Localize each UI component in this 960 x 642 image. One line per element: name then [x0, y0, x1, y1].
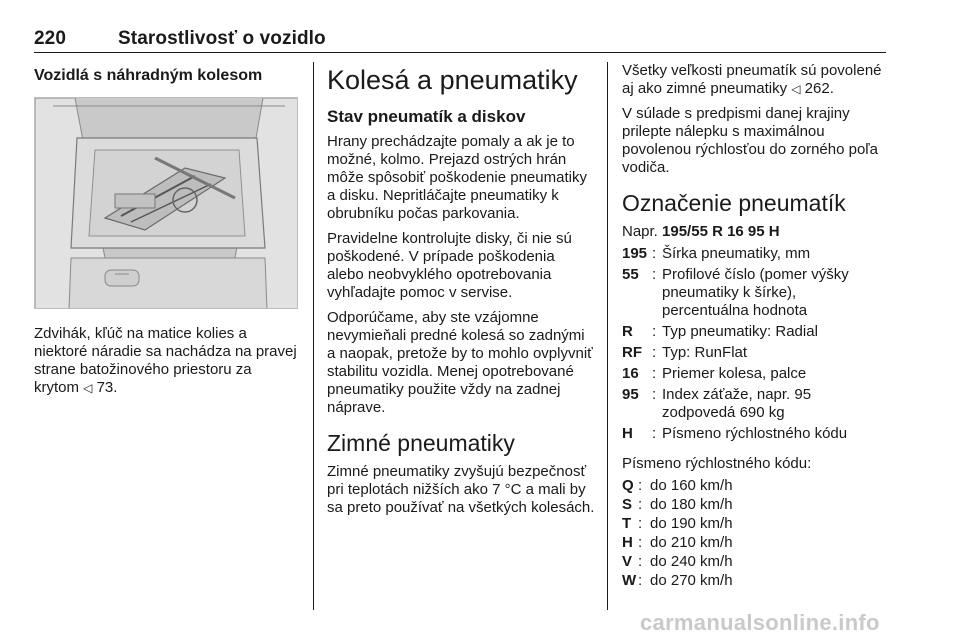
- list-item: [622, 245, 884, 263]
- page-ref-arrow-icon: ◁: [83, 381, 93, 395]
- spec-separator: :: [638, 477, 643, 494]
- list-item: [622, 515, 884, 533]
- list-item: [622, 365, 884, 383]
- paragraph-speed-sticker: V súlade s predpismi danej krajiny prilepte nálepku s maximálnou povolenou rýchlosťou do zorného poľa vodiča.: [622, 105, 879, 176]
- column-3: [622, 62, 884, 591]
- list-item: [622, 386, 884, 422]
- list-item: [622, 534, 884, 552]
- speed-key: V: [622, 553, 633, 570]
- spec-separator: :: [652, 323, 657, 340]
- spec-value: Profilové číslo (pomer výšky pneumatiky k šírke), percentuálna hodnota: [662, 266, 849, 319]
- column-2: [327, 62, 595, 524]
- speed-code-list: [622, 477, 884, 590]
- spec-key: R: [622, 323, 633, 340]
- winter-sizes-text: Všetky veľkosti pneumatík sú povolené aj ako zimné pneumatiky: [622, 62, 882, 97]
- speed-key: W: [622, 572, 637, 589]
- chapter-title: Starostlivosť o vozidlo: [118, 28, 326, 49]
- spec-separator: :: [638, 553, 643, 570]
- section-heading-winter-tyres: Zimné pneumatiky: [327, 430, 515, 456]
- speed-key: H: [622, 534, 633, 551]
- page-ref-arrow-icon: ◁: [791, 82, 801, 96]
- speed-value: do 240 km/h: [650, 553, 733, 570]
- paragraph-rotation: Odporúčame, aby ste vzájomne nevymieňali predné kolesá so zadnými a naopak, pretože by to mohlo ovplyvniť stabilitu vozidla. Menej opotrebované pneumatiky použite vždy na zadnej náprave.: [327, 309, 593, 416]
- spec-value: Typ: RunFlat: [662, 344, 748, 361]
- subheading-tyre-condition: Stav pneumatík a diskov: [327, 107, 526, 126]
- spec-separator: :: [638, 534, 643, 551]
- site-watermark: carmanualsonline.info: [640, 610, 880, 635]
- winter-sizes-page-ref[interactable]: 262.: [804, 80, 834, 97]
- spec-key: 95: [622, 386, 639, 403]
- spare-wheel-jack-illustration: [34, 97, 298, 309]
- caption-text: Zdvihák, kľúč na matice kolies a niektoré náradie sa nachádza na pravej strane batožinového priestoru za krytom: [34, 325, 297, 396]
- section-heading-wheels-tyres: Kolesá a pneumatiky: [327, 65, 578, 95]
- designation-list: [622, 245, 884, 443]
- speed-key: S: [622, 496, 633, 513]
- list-item: [622, 572, 884, 590]
- example-prefix: Napr.: [622, 223, 658, 240]
- spec-value: Typ pneumatiky: Radial: [662, 323, 818, 340]
- list-item: [622, 496, 884, 514]
- spec-key: 55: [622, 266, 639, 283]
- header-rule: [34, 52, 886, 53]
- trunk-illustration-svg: [35, 98, 298, 309]
- paragraph-edges: Hrany prechádzajte pomaly a ak je to možné, kolmo. Prejazd ostrých hrán môže spôsobiť poškodenie pneumatiky a disku. Nepritláčajte pneumatiky k obrubníku počas parkovania.: [327, 133, 587, 222]
- spec-separator: :: [638, 496, 643, 513]
- speed-value: do 190 km/h: [650, 515, 733, 532]
- spec-key: 195: [622, 245, 648, 262]
- speed-code-heading: Písmeno rýchlostného kódu:: [622, 455, 812, 472]
- paragraph-winter: Zimné pneumatiky zvyšujú bezpečnosť pri teplotách nižších ako 7 °C a mali by sa preto používať na všetkých kolesách.: [327, 463, 595, 516]
- page-number: 220: [34, 28, 67, 49]
- example-line: [622, 223, 884, 241]
- illustration-caption: [34, 325, 298, 397]
- column-separator-2: [607, 62, 608, 610]
- speed-value: do 210 km/h: [650, 534, 733, 551]
- spec-value: Šírka pneumatiky, mm: [662, 245, 811, 262]
- spec-separator: :: [638, 515, 643, 532]
- list-item: [622, 323, 884, 341]
- spec-separator: :: [638, 572, 643, 589]
- list-item: [622, 266, 884, 320]
- speed-value: do 270 km/h: [650, 572, 733, 589]
- spec-key: 16: [622, 365, 639, 382]
- speed-key: T: [622, 515, 632, 532]
- section-heading-spare-wheel: Vozidlá s náhradným kolesom: [34, 67, 263, 84]
- spec-separator: :: [652, 386, 657, 403]
- spec-separator: :: [652, 425, 657, 442]
- paragraph-inspection: Pravidelne kontrolujte disky, či nie sú poškodené. V prípade poškodenia alebo neobvyklého opotrebovania vyhľadajte pomoc v servise.: [327, 230, 572, 301]
- list-item: [622, 553, 884, 571]
- example-code: 195/55 R 16 95 H: [662, 223, 780, 240]
- spec-separator: :: [652, 365, 657, 382]
- speed-key: Q: [622, 477, 634, 494]
- page-header: [34, 28, 884, 50]
- list-item: [622, 344, 884, 362]
- spec-value: Priemer kolesa, palce: [662, 365, 807, 382]
- column-1: [34, 62, 298, 397]
- speed-value: do 180 km/h: [650, 496, 733, 513]
- speed-value: do 160 km/h: [650, 477, 733, 494]
- list-item: [622, 425, 884, 443]
- column-separator-1: [313, 62, 314, 610]
- spec-value: Písmeno rýchlostného kódu: [662, 425, 848, 442]
- spec-value: Index záťaže, napr. 95 zodpovedá 690 kg: [662, 386, 812, 421]
- paragraph-winter-sizes: [622, 62, 884, 98]
- spec-separator: :: [652, 245, 657, 262]
- list-item: [622, 477, 884, 495]
- spec-separator: :: [652, 266, 657, 283]
- section-heading-tyre-designation: Označenie pneumatík: [622, 190, 846, 216]
- spec-key: RF: [622, 344, 642, 361]
- spec-key: H: [622, 425, 633, 442]
- caption-page-ref[interactable]: 73.: [96, 379, 118, 396]
- spec-separator: :: [652, 344, 657, 361]
